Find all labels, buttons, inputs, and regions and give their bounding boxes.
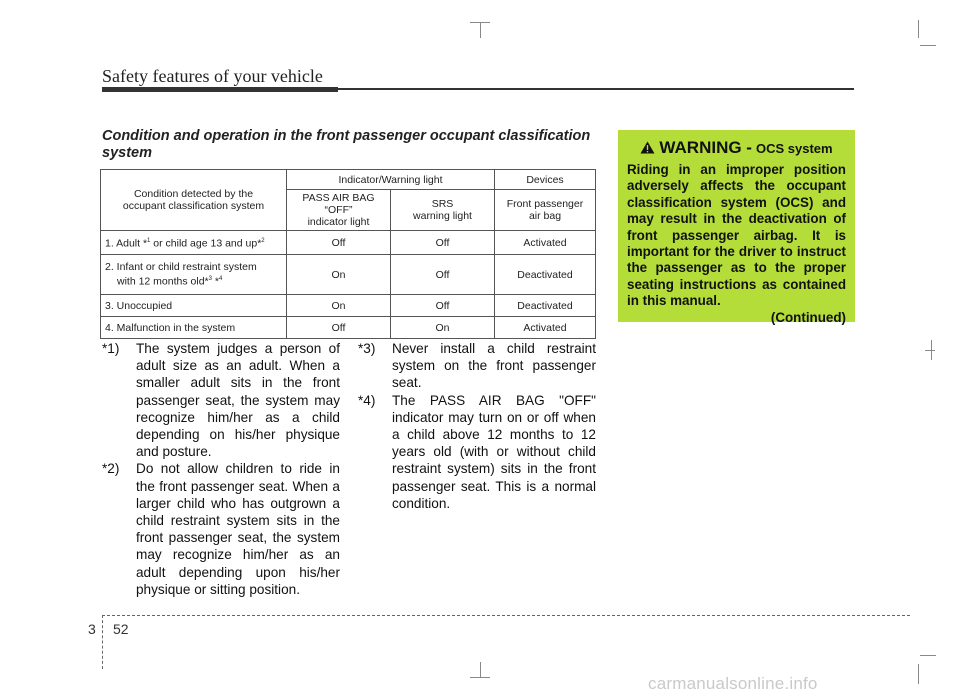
header-rule-tab	[102, 87, 338, 92]
table-row	[101, 255, 596, 295]
footnotes-column-1	[102, 340, 340, 598]
footnote-label: *1)	[102, 341, 120, 356]
footnote-ref: 1	[147, 238, 151, 245]
page-header-title: Safety features of your vehicle	[102, 66, 323, 86]
cell-device-state: Deactivated	[495, 295, 596, 317]
footnote-4	[358, 392, 596, 512]
warning-title: WARNING -	[659, 138, 752, 157]
footer-vertical-rule	[102, 615, 103, 669]
cell-airbag-indicator: On	[287, 295, 391, 317]
col-header-condition	[101, 170, 287, 231]
cell-condition-indent	[105, 273, 222, 288]
subheader-pass-airbag-line1: PASS AIR BAG “OFF”	[302, 192, 375, 216]
cell-condition: 3. Unoccupied	[101, 295, 287, 317]
subheader-pass-airbag	[287, 190, 391, 231]
crop-mark-bottom-center	[480, 662, 481, 678]
footnote-text: Do not allow children to ride in the front passenger seat. When a larger child who has outgrown a child restraint system sits in the front passenger seat, the system may recognize him/her as an adult depending upon his/her physique or sitting position.	[136, 461, 340, 597]
cell-airbag-indicator: Off	[287, 317, 391, 339]
cell-airbag-indicator: Off	[287, 231, 391, 255]
crop-mark-top-center	[480, 22, 481, 38]
cell-condition: 4. Malfunction in the system	[101, 317, 287, 339]
footnote-ref: 3	[208, 276, 212, 283]
cell-condition-text-2: with 12 months old*	[117, 275, 209, 288]
col-header-condition-line2: occupant classification system	[122, 200, 265, 212]
footnote-ref: 2	[261, 238, 265, 245]
cell-device-state: Activated	[495, 317, 596, 339]
cell-condition-text: 1. Adult *	[105, 237, 148, 250]
table-row	[101, 231, 596, 255]
crop-mark-bottom-center-bar	[470, 677, 490, 678]
footer-rule	[102, 615, 910, 616]
cell-srs-light: Off	[391, 295, 495, 317]
warning-text: Riding in an improper position adversely affects the occupant classification system (OCS) and may result in the deactivation of front passenger airbag. It is important for the driver to instruct the passenger as to the proper seating instructions as contained in this manual.	[627, 162, 846, 309]
footnote-label: *3)	[358, 341, 376, 356]
footnote-ref: 4	[219, 276, 223, 283]
crop-mark-bottom-right-h	[920, 655, 936, 656]
crop-mark-top-center-bar	[470, 22, 490, 23]
footnotes-column-2	[358, 340, 596, 512]
watermark: carmanualsonline.info	[648, 674, 818, 693]
warning-triangle-icon	[640, 141, 655, 154]
footnote-text: The PASS AIR BAG "OFF" indicator may turn on or off when a child above 12 months to 12 years old (with or without child restraint system) sits in the front passenger seat. This is a normal condition.	[392, 392, 596, 511]
cell-srs-light: Off	[391, 231, 495, 255]
cell-device-state: Deactivated	[495, 255, 596, 295]
footnote-2	[102, 460, 340, 598]
warning-header	[627, 138, 846, 158]
footnote-label: *4)	[358, 392, 376, 408]
footnote-star: *	[211, 275, 219, 288]
subheader-srs-line2: warning light	[413, 210, 472, 222]
subheader-srs-line1: SRS	[431, 198, 454, 210]
subheader-front-airbag	[495, 190, 596, 231]
cell-srs-light: Off	[391, 255, 495, 295]
cell-device-state: Activated	[495, 231, 596, 255]
table-row	[101, 295, 596, 317]
page-chapter-number: 3	[88, 621, 96, 637]
warning-box	[618, 130, 855, 325]
footnote-1	[102, 340, 340, 460]
footnote-text: Never install a child restraint system on the front passenger seat.	[392, 341, 596, 391]
subheader-front-airbag-line1: Front passenger	[506, 198, 584, 210]
warning-subtitle: OCS system	[755, 141, 833, 156]
crop-mark-bottom-right-v	[918, 664, 919, 684]
cell-condition	[101, 255, 287, 295]
group-header-indicator: Indicator/Warning light	[287, 170, 495, 190]
cell-condition	[101, 231, 287, 255]
subheader-srs	[391, 190, 495, 231]
cell-srs-light: On	[391, 317, 495, 339]
group-header-devices: Devices	[495, 170, 596, 190]
section-heading: Condition and operation in the front passenger occupant classification system	[102, 128, 591, 161]
crop-mark-top-right-v	[918, 20, 919, 38]
crop-mark-right-center-h	[925, 350, 935, 351]
cell-condition-text: 2. Infant or child restraint system	[105, 261, 257, 274]
ocs-condition-table	[100, 169, 596, 339]
warning-continued: (Continued)	[770, 309, 846, 325]
subheader-front-airbag-line2: air bag	[528, 210, 562, 222]
subheader-pass-airbag-line2: indicator light	[307, 216, 370, 228]
cell-condition-text-2: or child age 13 and up*	[150, 237, 262, 250]
crop-mark-top-right-h	[920, 45, 936, 46]
footnote-3	[358, 340, 596, 392]
col-header-condition-line1: Condition detected by the	[133, 188, 254, 200]
cell-airbag-indicator: On	[287, 255, 391, 295]
footnote-text: The system judges a person of adult size as an adult. When a smaller adult sits in the front passenger seat, the system may recognize him/her as a child depending on his/her physique and posture.	[136, 341, 340, 460]
footnote-label: *2)	[102, 461, 120, 477]
table-row	[101, 317, 596, 339]
page-number: 52	[113, 621, 129, 637]
